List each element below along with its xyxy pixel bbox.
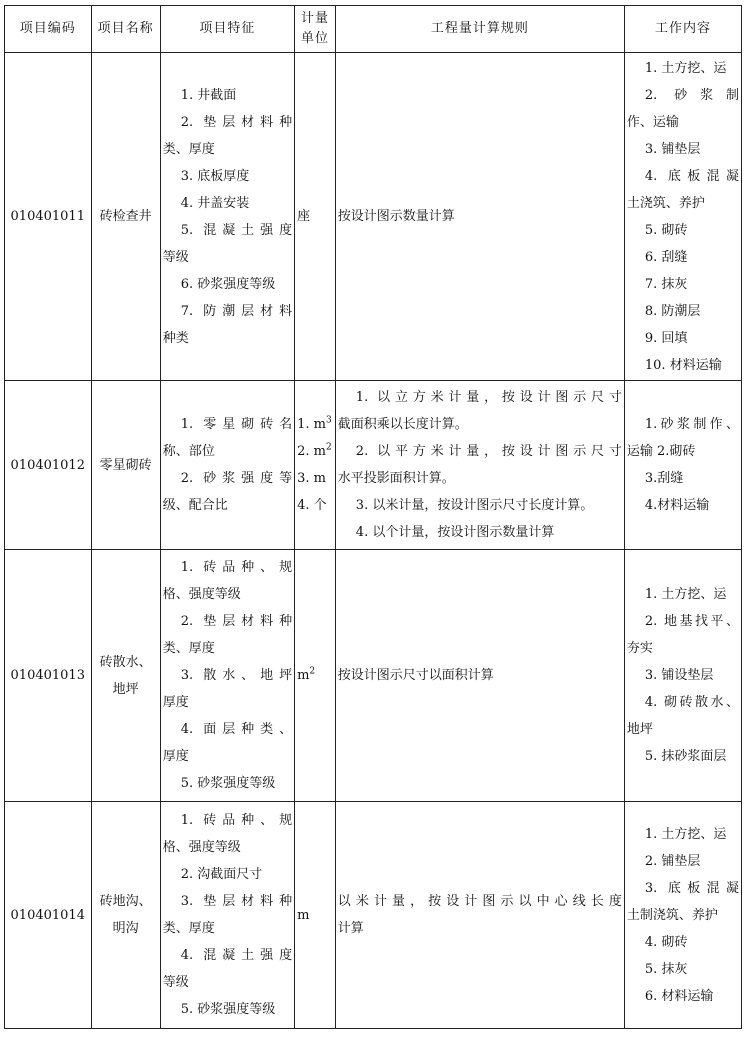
cell-unit (295, 550, 336, 802)
cell-features-text: 厚度 (162, 695, 189, 710)
header-code: 项目编码 (5, 6, 92, 53)
cell-features-text: 4. 面层种类、 (180, 722, 293, 737)
cell-work-line (627, 82, 739, 109)
cell-name (91, 550, 160, 802)
cell-code: 010401012 (5, 381, 92, 550)
cell-features-line (163, 492, 292, 519)
cell-work-text: 3. 铺设垫层 (644, 668, 714, 683)
header-unit-line1: 计量 (300, 11, 329, 26)
table-row (5, 550, 742, 802)
cell-name-line (94, 888, 158, 915)
table-row (5, 53, 742, 381)
cell-features-line (163, 109, 292, 136)
cell-rule-line (338, 203, 622, 230)
cell-unit-line (297, 438, 333, 465)
cell-features-line (163, 581, 292, 608)
cell-features-text: 1. 井截面 (180, 87, 237, 103)
cell-features-line (163, 969, 292, 996)
cell-features-text: 等级 (162, 249, 189, 265)
cell-features-line (163, 888, 292, 915)
cell-features-text: 类、厚度 (162, 641, 215, 656)
unit-exponent: 2 (309, 666, 316, 677)
cell-work-text: 2. 地基找平、 (644, 614, 739, 629)
cell-work-text: 3. 底板混凝 (644, 880, 739, 896)
cell-work-line (627, 929, 739, 956)
cell-work-text: 2. 砂浆制 (644, 87, 739, 103)
cell-unit (295, 381, 336, 550)
cell-work-line (627, 465, 739, 492)
cell-work-line (627, 163, 739, 190)
cell-features-text: 3. 垫层材料种 (180, 894, 293, 909)
cell-work-line (627, 983, 739, 1010)
cell-features-line (163, 438, 292, 465)
cell-rule-line (338, 384, 622, 411)
cell-work (624, 802, 741, 1029)
cell-features-line (163, 244, 292, 271)
cell-unit (295, 802, 336, 1029)
cell-rule-text: 以米计量，按设计图示以中心线长度 (337, 894, 622, 909)
cell-name (91, 53, 160, 381)
cell-rule-line (338, 492, 622, 519)
cell-name-text: 砖检查井 (99, 209, 152, 224)
cell-features (160, 550, 294, 802)
cell-name-line (94, 676, 158, 703)
cell-features-text: 4. 混凝土强度 (180, 948, 293, 963)
cell-work-text: 3.刮缝 (644, 471, 684, 486)
cell-work-text: 1. 土方挖、运 (644, 587, 727, 602)
cell-rule (335, 381, 624, 550)
cell-work-line (627, 743, 739, 770)
cell-work-text: 7. 抹灰 (644, 276, 688, 292)
cell-work-text: 3. 铺垫层 (644, 141, 701, 157)
cell-work-text: 1. 土方挖、运 (644, 60, 727, 76)
cell-work-line (627, 902, 739, 929)
cell-work (624, 53, 741, 381)
cell-features (160, 381, 294, 550)
cell-work-text: 5. 抹灰 (644, 961, 688, 977)
cell-work-text: 6. 材料运输 (644, 988, 714, 1004)
unit-exponent: 2 (325, 442, 332, 453)
cell-work-line (627, 581, 739, 608)
header-name: 项目名称 (91, 6, 160, 53)
cell-work-line (627, 492, 739, 519)
header-features: 项目特征 (160, 6, 294, 53)
cell-features-text: 称、部位 (162, 444, 215, 459)
cell-work-text: 土浇筑、养护 (626, 195, 705, 211)
cell-features-line (163, 635, 292, 662)
cell-unit-text: 3. m (297, 471, 326, 486)
cell-work-text: 5. 砌砖 (644, 222, 688, 238)
cell-features-line (163, 996, 292, 1023)
cell-features-line (163, 807, 292, 834)
unit-exponent: 3 (325, 415, 332, 426)
cell-work-text: 2. 铺垫层 (644, 853, 701, 869)
header-unit-line2: 单位 (300, 31, 329, 46)
cell-rule (335, 550, 624, 802)
cell-rule-text: 2. 以平方米计量，按设计图示尺寸 (355, 444, 622, 459)
cell-features-text: 格、强度等级 (162, 587, 241, 602)
cell-name-line (94, 915, 158, 942)
cell-name (91, 802, 160, 1029)
table-row (5, 802, 742, 1029)
cell-features-line (163, 834, 292, 861)
cell-work-line (627, 716, 739, 743)
cell-code: 010401013 (5, 550, 92, 802)
cell-work-line (627, 55, 739, 82)
cell-rule-text: 4. 以个计量，按设计图示数量计算 (355, 525, 555, 540)
cell-work-line (627, 662, 739, 689)
cell-features-line (163, 190, 292, 217)
cell-features-line (163, 217, 292, 244)
table-row (5, 381, 742, 550)
cell-work (624, 381, 741, 550)
cell-work-line (627, 689, 739, 716)
cell-unit-text: m (297, 907, 310, 923)
cell-unit-text: 4. 个 (297, 498, 327, 513)
cell-features-line (163, 608, 292, 635)
cell-features-text: 2. 垫层材料种 (180, 114, 293, 130)
cell-unit-line (297, 492, 333, 519)
cell-work-text: 4. 砌砖 (644, 934, 688, 950)
cell-features-text: 类、厚度 (162, 141, 215, 157)
cell-work-text: 6. 刮缝 (644, 249, 688, 265)
cell-work-text: 土制浇筑、养护 (626, 907, 718, 923)
cell-rule-text: 截面积乘以长度计算。 (337, 417, 468, 432)
cell-rule (335, 802, 624, 1029)
cell-work-text: 8. 防潮层 (644, 303, 701, 319)
cell-work-text: 4. 砌砖散水、 (644, 695, 739, 710)
cell-work-text: 9. 回填 (644, 330, 688, 346)
cell-work-line (627, 635, 739, 662)
cell-features-line (163, 163, 292, 190)
cell-work-text: 1.砂浆制作、 (644, 417, 739, 432)
cell-work-line (627, 608, 739, 635)
cell-work-line (627, 821, 739, 848)
cell-features-line (163, 82, 292, 109)
cell-work-text: 4.材料运输 (644, 498, 710, 513)
cell-features-line (163, 743, 292, 770)
cell-rule-text: 按设计图示尺寸以面积计算 (337, 668, 494, 683)
cell-work-line (627, 271, 739, 298)
cell-unit-line (297, 203, 333, 230)
cell-features-line (163, 136, 292, 163)
cell-features-text: 等级 (162, 975, 189, 990)
cell-features-line (163, 554, 292, 581)
cell-name-text: 零星砌砖 (99, 457, 152, 473)
cell-rule-line (338, 915, 622, 942)
cell-name-line (94, 452, 158, 479)
cell-name-text: 明沟 (112, 921, 139, 936)
cell-features-text: 类、厚度 (162, 921, 215, 936)
cell-work-text: 地坪 (626, 722, 653, 737)
cell-name-text: 地坪 (112, 681, 139, 697)
cell-work-text: 夯实 (626, 641, 653, 656)
cell-features-text: 1. 砖品种、规 (180, 813, 293, 828)
cell-rule-text: 按设计图示数量计算 (337, 209, 455, 224)
cell-features-text: 7. 防潮层材料 (180, 303, 293, 319)
table-body (5, 53, 742, 1029)
cell-rule (335, 53, 624, 381)
cell-work-line (627, 438, 739, 465)
cell-features-text: 5. 混凝土强度 (180, 222, 293, 238)
cell-rule-text: 1. 以立方米计量，按设计图示尺寸 (355, 390, 622, 405)
cell-work-text: 1. 土方挖、运 (644, 826, 727, 842)
header-row (5, 6, 742, 53)
cell-work-text: 运输 2.砌砖 (626, 444, 696, 459)
cell-features-text: 5. 砂浆强度等级 (180, 776, 276, 791)
cell-unit-line (297, 411, 333, 438)
cell-work-line (627, 411, 739, 438)
cell-rule-line (338, 411, 622, 438)
cell-work-text: 10. 材料运输 (644, 357, 722, 373)
cell-work-line (627, 109, 739, 136)
cell-features-line (163, 861, 292, 888)
cell-features-text: 3. 底板厚度 (180, 168, 250, 184)
cell-features-text: 4. 井盖安装 (180, 195, 250, 211)
cell-features-line (163, 298, 292, 325)
cell-features (160, 802, 294, 1029)
cell-features-line (163, 716, 292, 743)
header-unit (295, 6, 336, 53)
cell-work-text: 5. 抹砂浆面层 (644, 749, 727, 764)
cell-unit (295, 53, 336, 381)
cell-features-text: 1. 零星砌砖名 (180, 417, 293, 432)
cell-work-line (627, 217, 739, 244)
header-rule: 工程量计算规则 (335, 6, 624, 53)
cell-name (91, 381, 160, 550)
cell-rule-text: 计算 (337, 921, 364, 936)
cell-work (624, 550, 741, 802)
cell-work-line (627, 325, 739, 352)
cell-features-text: 种类 (162, 330, 189, 346)
cell-unit-text: 2. m (297, 444, 326, 459)
cell-work-line (627, 190, 739, 217)
cell-features-line (163, 942, 292, 969)
cell-features-text: 2. 垫层材料种 (180, 614, 293, 629)
cell-unit-text: 座 (297, 209, 311, 224)
cell-features-text: 6. 砂浆强度等级 (180, 276, 276, 292)
cell-features-text: 厚度 (162, 749, 189, 764)
cell-features-text: 1. 砖品种、规 (180, 560, 293, 575)
cell-work-line (627, 848, 739, 875)
cell-features-line (163, 770, 292, 797)
cell-work-line (627, 244, 739, 271)
cell-features-line (163, 325, 292, 352)
cell-rule-line (338, 519, 622, 546)
header-work: 工作内容 (624, 6, 741, 53)
cell-code: 010401011 (5, 53, 92, 381)
cell-features-text: 级、配合比 (162, 498, 228, 513)
cell-work-line (627, 136, 739, 163)
cell-unit-text: m (297, 668, 310, 683)
cell-features-text: 格、强度等级 (162, 840, 241, 855)
specification-table (4, 5, 742, 1029)
cell-work-line (627, 956, 739, 983)
cell-rule-text: 水平投影面积计算。 (337, 471, 455, 486)
cell-features-text: 2. 沟截面尺寸 (180, 867, 263, 882)
cell-name-text: 砖地沟、 (99, 894, 152, 909)
cell-work-line (627, 298, 739, 325)
cell-code: 010401014 (5, 802, 92, 1029)
cell-features-text: 2. 砂浆强度等 (180, 471, 293, 486)
cell-features (160, 53, 294, 381)
cell-features-line (163, 689, 292, 716)
cell-unit-line (297, 465, 333, 492)
cell-rule-line (338, 662, 622, 689)
cell-rule-text: 3. 以米计量，按设计图示尺寸长度计算。 (355, 498, 594, 513)
cell-features-line (163, 915, 292, 942)
cell-work-line (627, 875, 739, 902)
cell-features-text: 3. 散水、地坪 (180, 668, 293, 683)
cell-unit-line (297, 902, 333, 929)
cell-rule-line (338, 438, 622, 465)
cell-rule-line (338, 888, 622, 915)
cell-unit-line (297, 662, 333, 689)
cell-features-text: 5. 砂浆强度等级 (180, 1002, 276, 1017)
cell-name-line (94, 203, 158, 230)
cell-rule-line (338, 465, 622, 492)
cell-features-line (163, 465, 292, 492)
cell-name-line (94, 649, 158, 676)
cell-work-line (627, 352, 739, 379)
cell-work-text: 作、运输 (626, 114, 679, 130)
cell-features-line (163, 662, 292, 689)
cell-work-text: 4. 底板混凝 (644, 168, 739, 184)
cell-features-line (163, 271, 292, 298)
cell-name-text: 砖散水、 (99, 654, 152, 670)
cell-unit-text: 1. m (297, 417, 326, 432)
cell-features-line (163, 411, 292, 438)
